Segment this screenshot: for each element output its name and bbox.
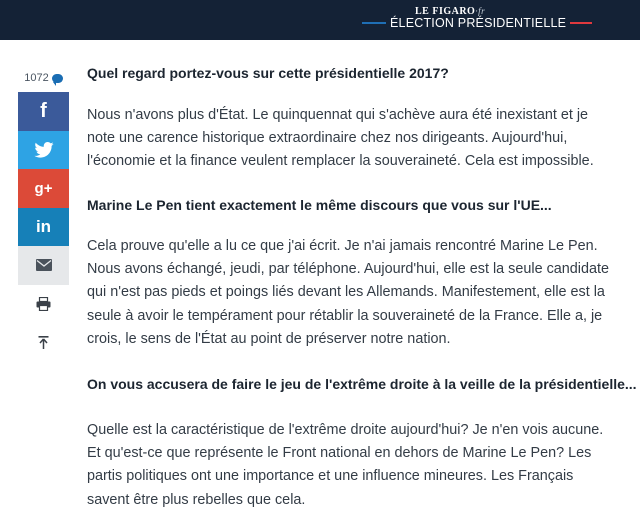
comment-count-value: 1072	[24, 72, 49, 84]
answer-paragraph	[87, 104, 632, 174]
question-heading: On vous accusera de faire le jeu de l'extrême droite à la veille de la présidentielle...	[87, 376, 637, 392]
answer-paragraph	[87, 235, 632, 351]
share-google-plus-button[interactable]	[18, 169, 69, 208]
share-facebook-button[interactable]	[18, 92, 69, 131]
share-sidebar	[18, 64, 69, 362]
google-plus-icon: g+	[34, 179, 53, 197]
text-line: Nous avons échangé, jeudi, par téléphone. Aujourd'hui, elle est la seule candidate	[87, 261, 609, 278]
question-heading: Quel regard portez-vous sur cette présidentielle 2017?	[87, 65, 449, 81]
site-header	[0, 0, 640, 40]
text-line: Cela prouve qu'elle a lu ce que j'ai écrit. Je n'ai jamais rencontré Marine Le Pen.	[87, 238, 598, 254]
text-line: crois, le sens de l'État au point de préserver notre nation.	[87, 330, 451, 347]
share-mail-button[interactable]	[18, 246, 69, 285]
linkedin-icon: in	[35, 216, 52, 236]
brand-name: LE FIGARO	[415, 6, 476, 17]
answer-paragraph	[87, 419, 632, 512]
text-line: partis politiques ont une importance et une influence mineures. Les Français	[87, 468, 574, 485]
red-rule	[570, 22, 592, 24]
text-line: l'économie et la finance veulent remplacer la souveraineté. Cela est impossible.	[87, 153, 594, 170]
back-to-top-button[interactable]	[18, 323, 69, 362]
section-title	[362, 15, 592, 31]
print-icon	[36, 297, 51, 311]
facebook-icon: f	[40, 99, 47, 122]
text-line: Quelle est la caractéristique de l'extrême droite aujourd'hui? Je n'en vois aucune.	[87, 422, 604, 438]
share-twitter-button[interactable]	[18, 131, 69, 170]
question-heading: Marine Le Pen tient exactement le même discours que vous sur l'UE...	[87, 197, 552, 213]
section-label[interactable]: ÉLECTION PRÉSIDENTIELLE	[390, 16, 567, 30]
text-line: Nous n'avons plus d'État. Le quinquennat qui s'achève aura été inexistant et je	[87, 107, 589, 123]
twitter-icon	[34, 142, 54, 158]
text-line: seule à avoir le tempérament pour rétablir la souveraineté de la France. Elle a, je	[87, 307, 603, 324]
text-line: Et qu'est-ce que représente le Front national en dehors de Marine Le Pen? Les	[87, 445, 592, 462]
comment-count[interactable]	[18, 64, 69, 92]
text-line: qui n'est pas pieds et poings liés devant les Allemands. Manifestement, elle est la	[87, 284, 605, 301]
text-line: note une carence historique extraordinaire chez nos dirigeants. Aujourd'hui,	[87, 130, 568, 147]
comment-bubble-icon	[52, 74, 63, 83]
mail-icon	[36, 259, 52, 271]
print-button[interactable]	[18, 285, 69, 324]
blue-rule	[362, 22, 386, 24]
back-to-top-icon	[38, 336, 49, 349]
text-line: savent être plus rebelles que cela.	[87, 491, 306, 508]
share-linkedin-button[interactable]	[18, 208, 69, 247]
brand-suffix: ·fr	[475, 6, 486, 16]
